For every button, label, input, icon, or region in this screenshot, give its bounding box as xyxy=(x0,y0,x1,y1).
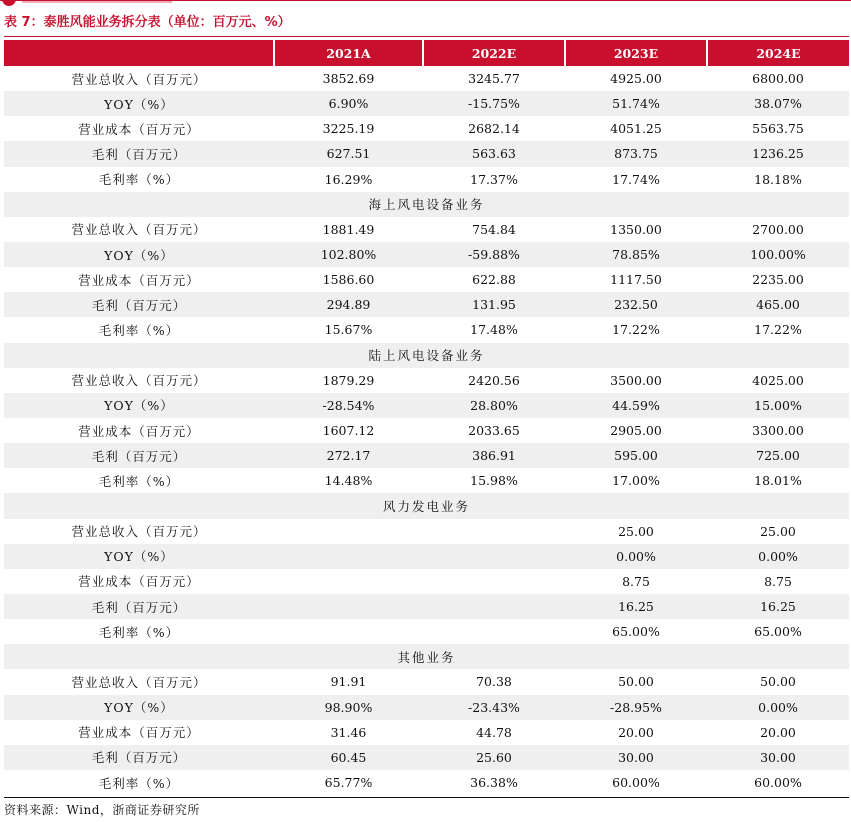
value-cell: 386.91 xyxy=(472,448,516,464)
row-label: 营业总收入（百万元） xyxy=(71,222,207,238)
value-cell: 2905.00 xyxy=(610,423,662,439)
value-cell: 20.00 xyxy=(618,724,654,740)
value-cell: 15.98% xyxy=(470,473,518,489)
table-row xyxy=(4,569,849,594)
value-cell: 30.00 xyxy=(760,749,796,765)
table-row xyxy=(4,217,849,242)
business-breakdown-table xyxy=(4,40,849,795)
value-cell: 0.00% xyxy=(616,548,656,564)
row-label: 毛利率（%） xyxy=(98,624,180,640)
value-cell: 65.77% xyxy=(324,775,373,790)
value-cell: 8.75 xyxy=(622,573,650,589)
value-cell: 17.22% xyxy=(754,322,802,338)
value-cell: 754.84 xyxy=(472,221,516,237)
table-row xyxy=(4,317,849,342)
value-cell: 3300.00 xyxy=(752,423,804,439)
value-cell: 60.45 xyxy=(330,749,367,765)
table-row xyxy=(4,141,849,166)
value-cell: -28.54% xyxy=(322,397,375,413)
value-cell: -23.43% xyxy=(468,699,520,715)
section-header-row xyxy=(4,644,849,669)
value-cell xyxy=(423,544,565,569)
table-row xyxy=(4,267,849,292)
value-cell: 70.38 xyxy=(476,674,512,690)
value-cell: 2420.56 xyxy=(468,372,520,388)
value-cell: 16.29% xyxy=(324,171,373,187)
row-label: 毛利率（%） xyxy=(98,775,180,791)
value-cell xyxy=(274,544,423,569)
section-header-row xyxy=(4,493,849,518)
value-cell: 2033.65 xyxy=(468,423,520,439)
value-cell: 98.90% xyxy=(324,699,373,715)
value-cell: 0.00% xyxy=(758,548,798,564)
value-cell xyxy=(274,594,423,619)
value-cell: 6.90% xyxy=(328,96,369,112)
row-label: 营业成本（百万元） xyxy=(78,121,200,137)
table-row xyxy=(4,770,849,795)
value-cell: 65.00% xyxy=(754,624,802,640)
row-label: 营业总收入（百万元） xyxy=(71,674,207,690)
value-cell: -28.95% xyxy=(610,699,662,715)
value-cell: 3245.77 xyxy=(468,71,520,87)
value-cell: -59.88% xyxy=(468,247,520,263)
value-cell: 16.25 xyxy=(618,599,654,615)
row-label: 毛利率（%） xyxy=(98,172,180,188)
broker-logo-text-fragment xyxy=(22,0,172,3)
row-label: 毛利（百万元） xyxy=(91,599,187,615)
row-label: 毛利（百万元） xyxy=(91,750,187,766)
value-cell: 91.91 xyxy=(330,674,367,690)
table-row xyxy=(4,443,849,468)
table-row xyxy=(4,292,849,317)
value-cell: 1879.29 xyxy=(322,372,375,388)
value-cell: 44.59% xyxy=(612,397,660,413)
row-label: 营业成本（百万元） xyxy=(78,272,200,288)
value-cell: 3500.00 xyxy=(610,372,662,388)
section-title: 陆上风电设备业务 xyxy=(368,348,485,364)
value-cell: 4051.25 xyxy=(610,121,662,137)
table-row xyxy=(4,242,849,267)
row-label: YOY（%） xyxy=(104,700,174,716)
value-cell xyxy=(274,519,423,544)
table-row xyxy=(4,468,849,493)
value-cell: 15.67% xyxy=(324,322,373,338)
value-cell: 1881.49 xyxy=(322,221,375,237)
table-body xyxy=(4,66,849,795)
value-cell: 5563.75 xyxy=(752,121,804,137)
value-cell: 232.50 xyxy=(614,297,658,313)
value-cell: 0.00% xyxy=(758,699,798,715)
value-cell: 17.48% xyxy=(470,322,518,338)
value-cell: 18.18% xyxy=(754,171,802,187)
source-note: 资料来源：Wind，浙商证券研究所 xyxy=(4,803,200,817)
value-cell: 563.63 xyxy=(472,146,516,162)
row-label: 毛利（百万元） xyxy=(91,297,187,313)
table-row xyxy=(4,669,849,694)
value-cell: 4025.00 xyxy=(752,372,804,388)
row-label: 毛利率（%） xyxy=(98,322,180,338)
row-label: YOY（%） xyxy=(104,549,174,565)
value-cell: 6800.00 xyxy=(752,71,804,87)
value-cell: 1236.25 xyxy=(752,146,804,162)
header-year-2024e: 2024E xyxy=(707,40,849,66)
value-cell xyxy=(274,569,423,594)
value-cell: 17.22% xyxy=(612,322,660,338)
value-cell: 31.46 xyxy=(330,724,367,740)
title-underline xyxy=(4,36,849,37)
value-cell: 102.80% xyxy=(320,247,377,263)
value-cell: 3225.19 xyxy=(322,121,375,137)
table-row xyxy=(4,695,849,720)
row-label: YOY（%） xyxy=(104,398,174,414)
table-title: 表 7：泰胜风能业务拆分表（单位：百万元、%） xyxy=(4,15,291,30)
header-year-2023e: 2023E xyxy=(565,40,707,66)
row-label: 毛利率（%） xyxy=(98,473,180,489)
value-cell: 30.00 xyxy=(618,749,654,765)
section-title: 海上风电设备业务 xyxy=(368,197,485,213)
section-header-row xyxy=(4,192,849,217)
value-cell: 17.00% xyxy=(612,473,660,489)
value-cell: 20.00 xyxy=(760,724,796,740)
row-label: 毛利（百万元） xyxy=(91,448,187,464)
value-cell: 3852.69 xyxy=(322,71,375,87)
value-cell: 17.74% xyxy=(612,171,660,187)
table-row xyxy=(4,418,849,443)
table-row xyxy=(4,594,849,619)
row-label: YOY（%） xyxy=(104,96,174,112)
value-cell: 131.95 xyxy=(472,297,516,313)
value-cell: -15.75% xyxy=(468,96,520,112)
value-cell: 595.00 xyxy=(614,448,658,464)
value-cell: 15.00% xyxy=(754,397,802,413)
table-row xyxy=(4,544,849,569)
row-label: 营业总收入（百万元） xyxy=(71,524,207,540)
value-cell: 272.17 xyxy=(326,448,371,464)
value-cell: 50.00 xyxy=(618,674,654,690)
table-row xyxy=(4,66,849,91)
value-cell xyxy=(423,519,565,544)
table-row xyxy=(4,393,849,418)
table-row xyxy=(4,720,849,745)
broker-logo-icon xyxy=(2,0,16,6)
value-cell: 25.60 xyxy=(476,749,512,765)
value-cell: 28.80% xyxy=(470,397,518,413)
value-cell: 873.75 xyxy=(614,146,658,162)
value-cell: 100.00% xyxy=(750,247,806,263)
row-label: YOY（%） xyxy=(104,247,174,263)
table-header-row xyxy=(4,40,849,66)
value-cell: 1117.50 xyxy=(610,272,662,288)
header-year-2022e: 2022E xyxy=(423,40,565,66)
value-cell: 16.25 xyxy=(760,599,796,615)
report-header-strip xyxy=(0,0,851,6)
value-cell: 622.88 xyxy=(472,272,516,288)
section-title: 其他业务 xyxy=(397,649,456,665)
value-cell: 1350.00 xyxy=(610,221,662,237)
value-cell: 36.38% xyxy=(470,775,518,790)
table-row xyxy=(4,91,849,116)
row-label: 营业总收入（百万元） xyxy=(71,373,207,389)
value-cell: 65.00% xyxy=(612,624,660,640)
value-cell: 1607.12 xyxy=(322,423,375,439)
value-cell: 18.01% xyxy=(754,473,802,489)
table-row xyxy=(4,167,849,192)
value-cell xyxy=(423,594,565,619)
table-row xyxy=(4,519,849,544)
value-cell: 1586.60 xyxy=(322,272,375,288)
value-cell: 17.37% xyxy=(470,171,518,187)
header-year-2021a: 2021A xyxy=(274,40,423,66)
value-cell: 78.85% xyxy=(612,247,660,263)
header-label-cell xyxy=(4,40,274,66)
row-label: 毛利（百万元） xyxy=(91,146,187,162)
value-cell xyxy=(423,619,565,644)
value-cell: 25.00 xyxy=(760,523,796,539)
value-cell xyxy=(274,619,423,644)
table-row xyxy=(4,368,849,393)
value-cell: 50.00 xyxy=(760,674,796,690)
value-cell: 725.00 xyxy=(756,448,800,464)
table-row xyxy=(4,619,849,644)
value-cell: 38.07% xyxy=(754,96,802,112)
table-bottom-rule xyxy=(4,797,849,798)
value-cell: 627.51 xyxy=(326,146,371,162)
value-cell: 2682.14 xyxy=(468,121,520,137)
value-cell: 4925.00 xyxy=(610,71,662,87)
value-cell: 25.00 xyxy=(618,523,654,539)
value-cell: 2700.00 xyxy=(752,221,804,237)
value-cell xyxy=(423,569,565,594)
value-cell: 60.00% xyxy=(612,775,660,790)
value-cell: 2235.00 xyxy=(752,272,804,288)
value-cell: 51.74% xyxy=(612,96,660,112)
value-cell: 465.00 xyxy=(756,297,800,313)
row-label: 营业成本（百万元） xyxy=(78,423,200,439)
value-cell: 14.48% xyxy=(324,473,373,489)
row-label: 营业总收入（百万元） xyxy=(71,71,207,87)
section-header-row xyxy=(4,343,849,368)
value-cell: 60.00% xyxy=(754,775,802,790)
section-title: 风力发电业务 xyxy=(382,498,470,514)
value-cell: 44.78 xyxy=(476,724,512,740)
value-cell: 294.89 xyxy=(326,297,371,313)
table-row xyxy=(4,116,849,141)
table-row xyxy=(4,745,849,770)
row-label: 营业成本（百万元） xyxy=(78,574,200,590)
row-label: 营业成本（百万元） xyxy=(78,725,200,741)
value-cell: 8.75 xyxy=(764,573,792,589)
